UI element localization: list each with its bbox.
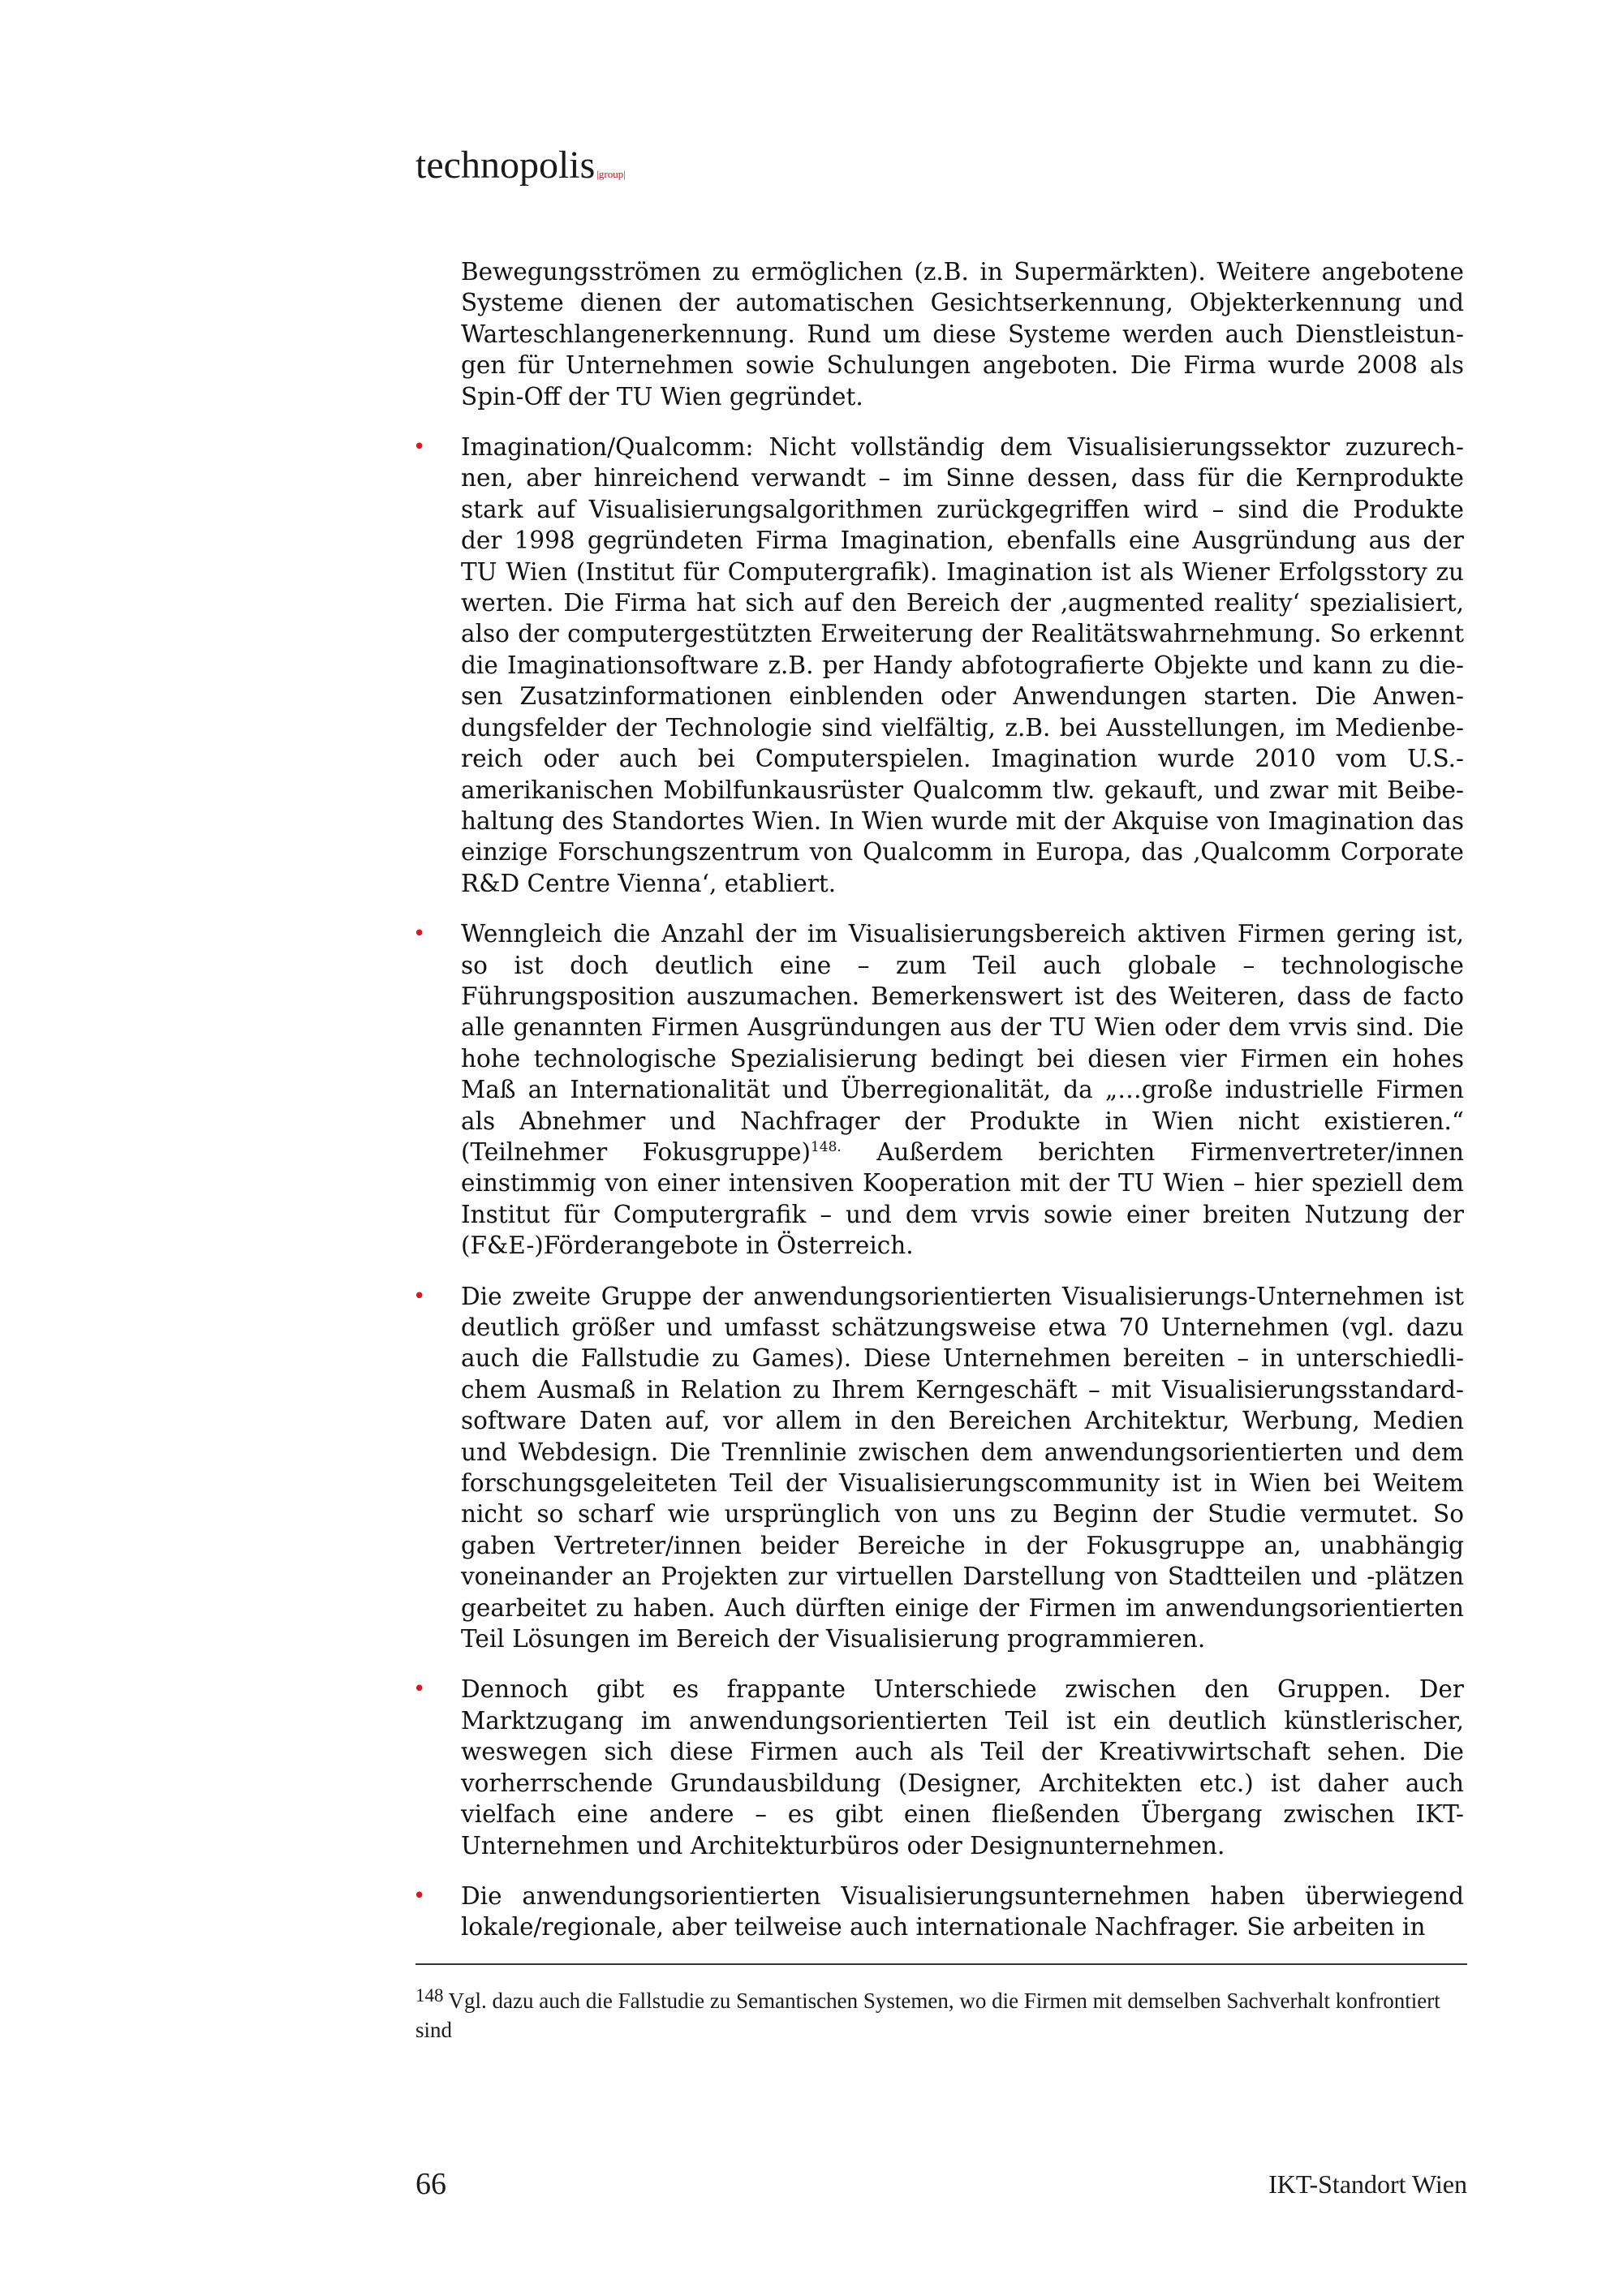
footnote-divider (415, 1963, 1467, 1965)
running-title: IKT-Standort Wien (1268, 2169, 1467, 2199)
footnote-text: Vgl. dazu auch die Fallstudie zu Semantischen Systemen, wo die Firmen mit demselben Sachverhalt konfrontiert sind (415, 1989, 1440, 2042)
footnote (415, 1981, 1467, 2044)
list-item-text-continued: Außerdem berichten Firmenvertreter/innen einstimmig von einer intensiven Kooperation mit der TU Wien – hier speziell dem Institut für Computergrafik – und dem vrvis sowie einer breiten Nutzung der (F&E-)Förderangebote in Österreich. (461, 1137, 1464, 1260)
list-item-text: Die anwendungsorientierten Visualisierungsunternehmen haben überwiegend lokale/regionale, aber teilweise auch internationale Nachfrager. Sie arbeiten in (461, 1881, 1464, 1941)
list-item-text: Imagination/Qualcomm: Nicht vollständig dem Visualisierungssektor zuzurechnen, aber hinreichend verwandt – im Sinne dessen, dass für die Kernprodukte stark auf Visualisierungsalgorithmen zurückgegriffen wird – sind die Produkte der 1998 gegründeten Firma Imagination, ebenfalls eine Ausgründung aus der TU Wien (Institut für Computergrafik). Imagination ist als Wiener Erfolgsstory zu werten. Die Firma hat sich auf den Bereich der ‚augmented reality‘ spezialisiert, also der computergestützten Erweiterung der Realitätswahrnehmung. So erkennt die Imaginationsoftware z.B. per Handy abfotografierte Objekte und kann zu diesen Zusatzinformationen einblenden oder Anwendungen starten. Die Anwendungsfelder der Technologie sind vielfältig, z.B. bei Ausstellungen, im Medienbereich oder auch bei Computerspielen. Imagination wurde 2010 vom U.S.-amerikanischen Mobilfunkausrüster Qualcomm tlw. gekauft, und zwar mit Beibehaltung des Standortes Wien. In Wien wurde mit der Akquise von Imagination das einzige Forschungszentrum von Qualcomm in Europa, das ‚Qualcomm Corporate R&D Centre Vienna‘, etabliert. (461, 433, 1464, 897)
bullet-icon: • (413, 922, 426, 947)
list-item-text: Wenngleich die Anzahl der im Visualisierungsbereich aktiven Firmen gering ist, so ist doch deutlich eine – zum Teil auch globale – technologische Führungsposition auszumachen. Bemerkenswert ist des Weiteren, dass de facto alle genannten Firmen Ausgründungen aus der TU Wien oder dem vrvis sind. Die hohe technologische Spezialisierung bedingt bei diesen vier Firmen ein hohes Maß an Internationalität und Überregionalität, da „…große industrielle Firmen als Abnehmer und Nachfrager der Produkte in Wien nicht existieren.“ (Teilnehmer Fokusgruppe) (461, 920, 1464, 1166)
list-item (413, 1281, 1464, 1655)
list-item-text: Dennoch gibt es frappante Unterschiede zwischen den Gruppen. Der Marktzugang im anwendungsorientierten Teil ist ein deutlich künstlerischer, weswegen sich diese Firmen auch als Teil der Kreativwirtschaft sehen. Die vorherrschende Grundausbildung (Designer, Architekten etc.) ist daher auch vielfach eine andere – es gibt einen fließenden Übergang zwischen IKT-Unternehmen und Architekturbüros oder Designunternehmen. (461, 1675, 1464, 1860)
footnote-number: 148 (415, 1985, 444, 2006)
list-item-text: Die zweite Gruppe der anwendungsorientierten Visualisierungs-Unternehmen ist deutlich größer und umfasst schätzungsweise etwa 70 Unternehmen (vgl. dazu auch die Fallstudie zu Games). Diese Unternehmen bereiten – in unterschiedlichem Ausmaß in Relation zu Ihrem Kerngeschäft – mit Visualisierungsstandardsoftware Daten auf, vor allem in den Bereichen Architektur, Werbung, Medien und Webdesign. Die Trennlinie zwischen dem anwendungsorientierten und dem forschungsgeleiteten Teil der Visualisierungscommunity ist in Wien bei Weitem nicht so scharf wie ursprünglich von uns zu Beginn der Studie vermutet. So gaben Vertreter/innen beider Bereiche in der Fokusgruppe an, unabhängig voneinander an Projekten zur virtuellen Darstellung von Stadtteilen und -plätzen gearbeitet zu haben. Auch dürften einige der Firmen im anwendungsorientierten Teil Lösungen im Bereich der Visualisierung programmieren. (461, 1282, 1464, 1653)
main-body (413, 256, 1464, 1943)
list-item (413, 918, 1464, 1261)
lead-paragraph: Bewegungsströmen zu ermöglichen (z.B. in Supermärkten). Weitere angebotene Systeme dienen der automatischen Gesichtserkennung, Objekterkennung und Warteschlangenerkennung. Rund um diese Systeme werden auch Dienstleistungen für Unternehmen sowie Schulungen angeboten. Die Firma wurde 2008 als Spin-Off der TU Wien gegründet. (461, 258, 1464, 411)
bullet-icon: • (413, 1283, 426, 1309)
logo-group-tag: |group| (596, 168, 626, 180)
bullet-icon: • (413, 1677, 426, 1702)
bullet-icon: • (413, 435, 426, 460)
list-item (413, 1881, 1464, 1943)
logo-wordmark: technopolis (415, 144, 596, 187)
bullet-icon: • (413, 1883, 426, 1908)
bullet-list (413, 432, 1464, 1943)
list-item (413, 1674, 1464, 1860)
footnote-reference[interactable]: 148. (810, 1139, 842, 1156)
list-item (413, 432, 1464, 899)
technopolis-logo (415, 143, 626, 187)
page-number: 66 (415, 2167, 446, 2201)
